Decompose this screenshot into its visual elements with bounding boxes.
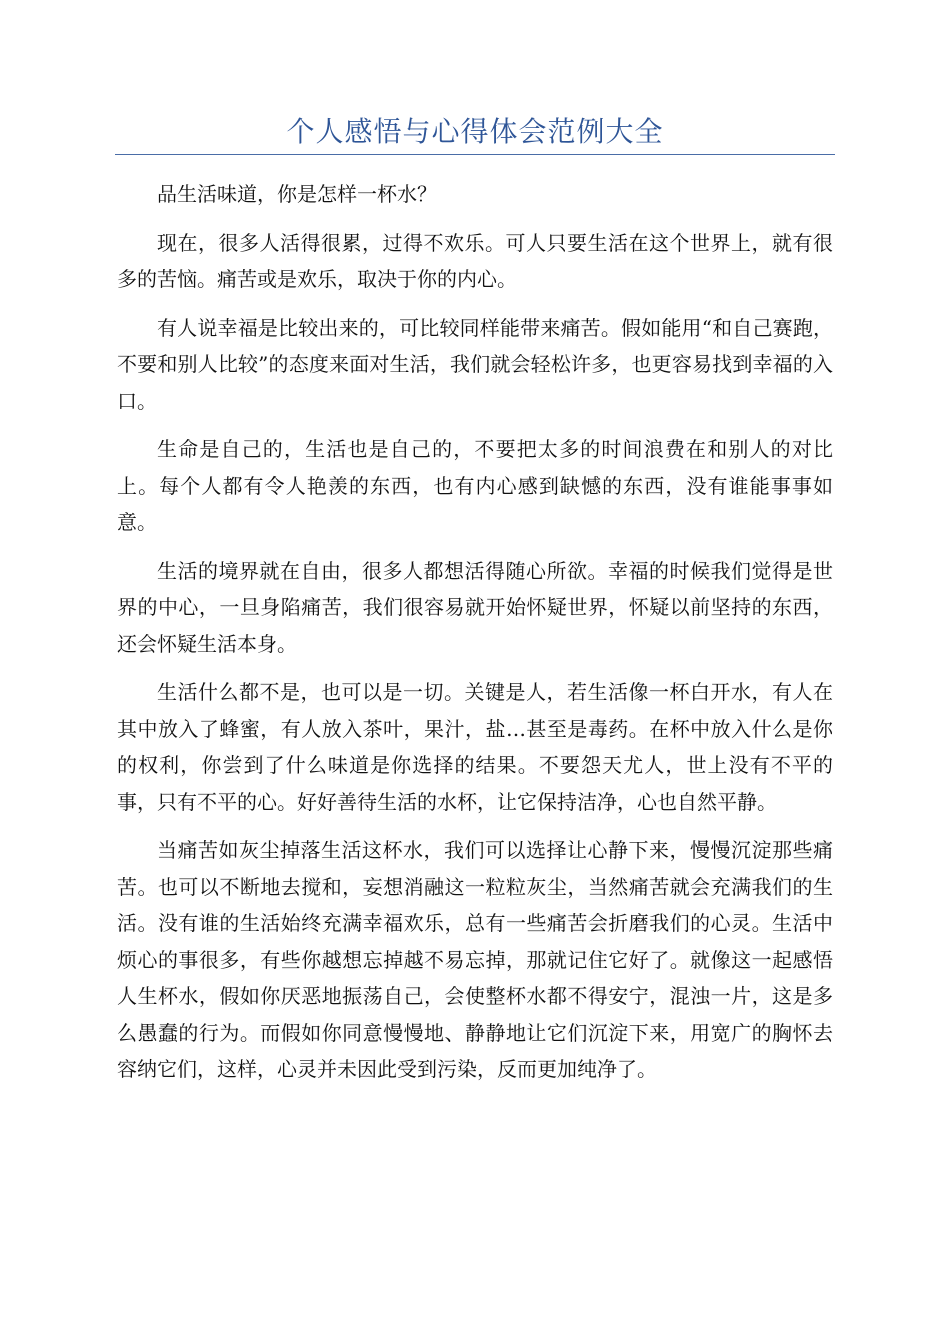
document-body [117, 176, 833, 1100]
paragraph: 生活的境界就在自由，很多人都想活得随心所欲。幸福的时候我们觉得是世界的中心，一旦身陷痛苦，我们很容易就开始怀疑世界，怀疑以前坚持的东西，还会怀疑生活本身。 [117, 558, 833, 656]
paragraph: 有人说幸福是比较出来的，可比较同样能带来痛苦。假如能用“和自己赛跑，不要和别人比较”的态度来面对生活，我们就会轻松许多，也更容易找到幸福的入口。 [117, 315, 833, 413]
paragraph: 品生活味道，你是怎样一杯水？ [157, 182, 437, 206]
paragraph: 生命是自己的，生活也是自己的，不要把太多的时间浪费在和别人的对比上。每个人都有令人艳羡的东西，也有内心感到缺憾的东西，没有谁能事事如意。 [117, 437, 833, 534]
title-underline [115, 154, 835, 155]
paragraph: 生活什么都不是，也可以是一切。关键是人，若生活像一杯白开水，有人在其中放入了蜂蜜，有人放入茶叶，果汁，盐…甚至是毒药。在杯中放入什么是你的权利，你尝到了什么味道是你选择的结果。不要怨天尤人，世上没有不平的事，只有不平的心。好好善待生活的水杯，让它保持洁净，心也自然平静。 [117, 680, 833, 814]
paragraph: 当痛苦如灰尘掉落生活这杯水，我们可以选择让心静下来，慢慢沉淀那些痛苦。也可以不断地去搅和，妄想消融这一粒粒灰尘，当然痛苦就会充满我们的生活。没有谁的生活始终充满幸福欢乐，总有一些痛苦会折磨我们的心灵。生活中烦心的事很多，有些你越想忘掉越不易忘掉，那就记住它好了。就像这一起感悟人生杯水，假如你厌恶地振荡自己，会使整杯水都不得安宁，混浊一片，这是多么愚蠢的行为。而假如你同意慢慢地、静静地让它们沉淀下来，用宽广的胸怀去容纳它们，这样，心灵并未因此受到污染，反而更加纯净了。 [117, 838, 833, 1081]
paragraph: 现在，很多人活得很累，过得不欢乐。可人只要生活在这个世界上，就有很多的苦恼。痛苦或是欢乐，取决于你的内心。 [117, 230, 833, 291]
document-title: 个人感悟与心得体会范例大全 [286, 115, 664, 148]
